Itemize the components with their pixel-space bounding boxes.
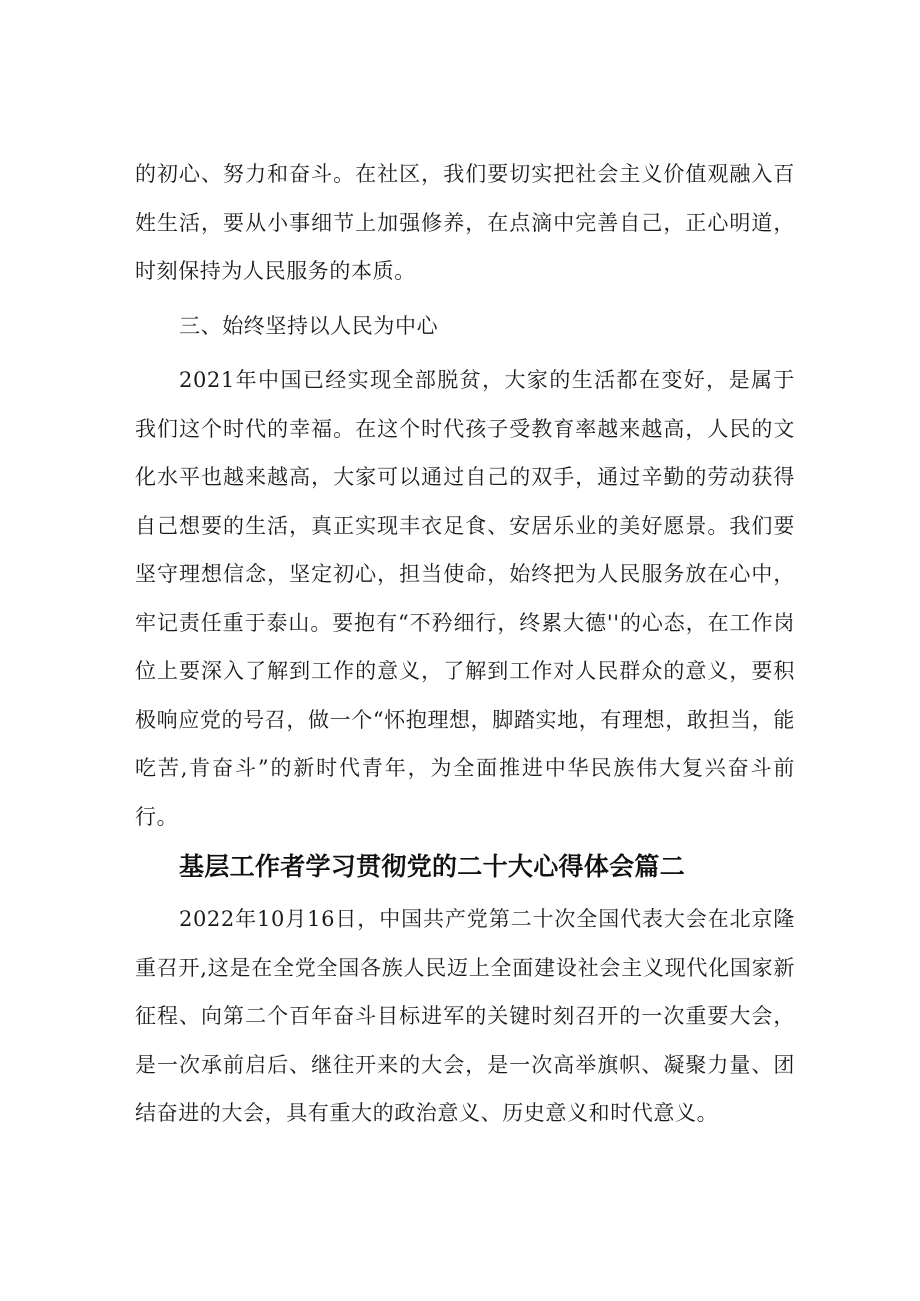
section-heading: 三、始终坚持以人民为中心 xyxy=(179,313,439,338)
document-page xyxy=(135,150,795,1138)
article-title: 基层工作者学习贯彻党的二十大心得体会篇二 xyxy=(179,852,686,881)
body-paragraph-poverty: 2021年中国已经实现全部脱贫，大家的生活都在变好，是属于我们这个时代的幸福。在这个时代孩子受教育率越来越高，人民的文化水平也越来越高，大家可以通过自己的双手，通过辛勤的劳动获得自己想要的生活，真正实现丰衣足食、安居乐业的美好愿景。我们要坚守理想信念，坚定初心，担当使命，始终把为人民服务放在心中，牢记责任重于泰山。要抱有“不矜细行，终累大德''的心态，在工作岗位上要深入了解到工作的意义，了解到工作对人民群众的意义，要积极响应党的号召，做一个“怀抱理想，脚踏实地，有理想，敢担当，能吃苦,肯奋斗”的新时代青年，为全面推进中华民族伟大复兴奋斗前行。 xyxy=(135,368,795,829)
body-paragraph-congress: 2022年10月16日，中国共产党第二十次全国代表大会在北京隆重召开,这是在全党全国各族人民迈上全面建设社会主义现代化国家新征程、向第二个百年奋斗目标进军的关键时刻召开的一次重要大会，是一次承前启后、继往开来的大会，是一次高举旗帜、凝聚力量、团结奋进的大会，具有重大的政治意义、历史意义和时代意义。 xyxy=(135,907,795,1125)
body-paragraph-continued: 的初心、努力和奋斗。在社区，我们要切实把社会主义价值观融入百姓生活，要从小事细节上加强修养，在点滴中完善自己，正心明道，时刻保持为人民服务的本质。 xyxy=(135,162,795,283)
